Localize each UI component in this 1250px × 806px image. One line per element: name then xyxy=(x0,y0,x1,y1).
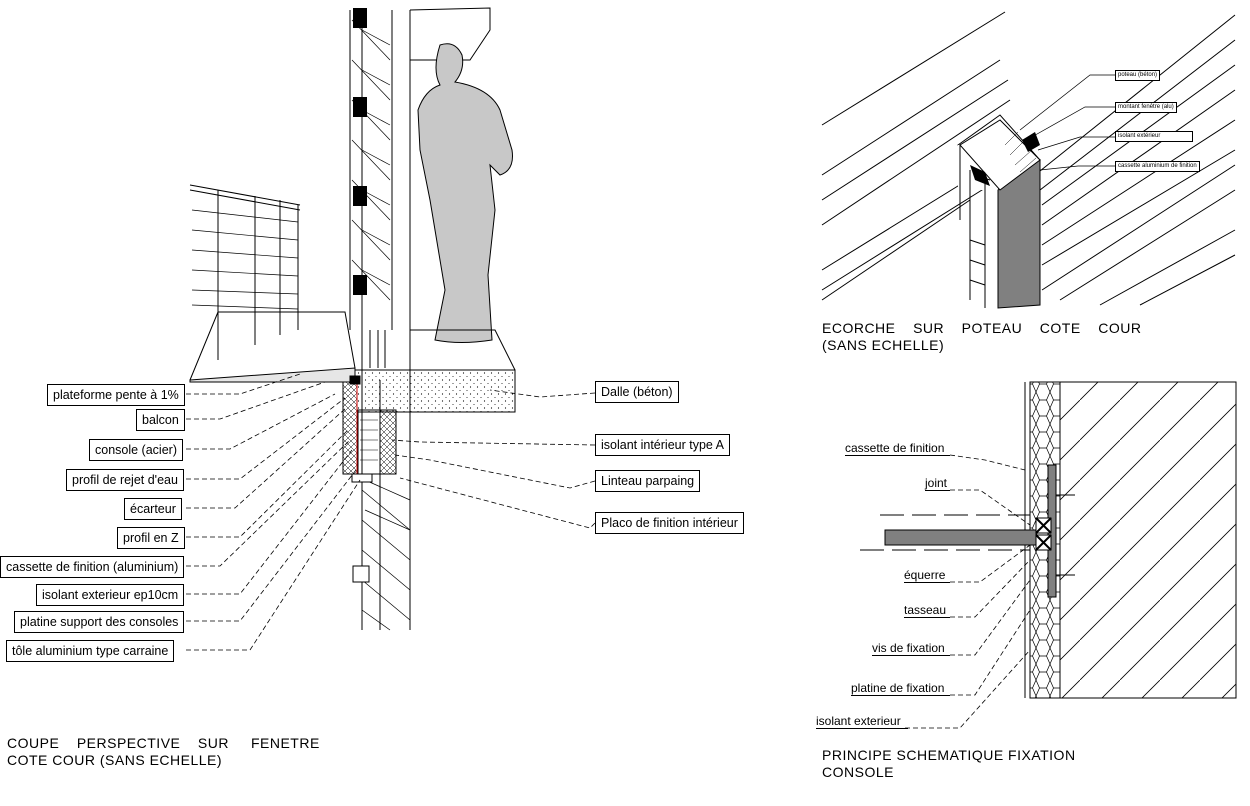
label-balcon: balcon xyxy=(136,409,185,431)
label-joint: joint xyxy=(925,476,950,491)
label-poteau: poteau (béton) xyxy=(1115,70,1160,81)
label-isolant-ext-top: isolant extérieur xyxy=(1115,131,1193,142)
label-isolant-interieur: isolant intérieur type A xyxy=(595,434,730,456)
label-linteau: Linteau parpaing xyxy=(595,470,700,492)
label-profil-z: profil en Z xyxy=(117,527,185,549)
caption-top-right-line1: ECORCHE SUR POTEAU COTE COUR xyxy=(822,320,1142,336)
caption-bottom-right-line1: PRINCIPE SCHEMATIQUE FIXATION xyxy=(822,747,1076,763)
label-tasseau: tasseau xyxy=(904,603,950,618)
label-isolant-exterieur-br: isolant exterieur xyxy=(816,714,908,729)
label-cassette-de-finition: cassette de finition xyxy=(845,441,950,456)
label-dalle: Dalle (béton) xyxy=(595,381,679,403)
label-placo: Placo de finition intérieur xyxy=(595,512,744,534)
label-cassette-finition: cassette de finition (aluminium) xyxy=(0,556,184,578)
caption-top-right-line2: (SANS ECHELLE) xyxy=(822,337,945,353)
caption-left-line1: COUPE PERSPECTIVE SUR FENETRE xyxy=(7,735,320,751)
label-ecarteur: écarteur xyxy=(124,498,182,520)
label-cassette-alu: cassette aluminium de finition xyxy=(1115,161,1200,172)
label-equerre: équerre xyxy=(904,568,950,583)
caption-left-line2: COTE COUR (SANS ECHELLE) xyxy=(7,752,223,768)
label-profil-rejet: profil de rejet d'eau xyxy=(66,469,184,491)
label-console: console (acier) xyxy=(89,439,183,461)
label-platine-support: platine support des consoles xyxy=(14,611,184,633)
label-montant-fenetre: montant fenêtre (alu) xyxy=(1115,102,1177,113)
caption-bottom-right-line2: CONSOLE xyxy=(822,764,894,780)
ecorche-drawing xyxy=(822,12,1235,308)
label-vis-fixation: vis de fixation xyxy=(872,641,950,656)
label-tole-aluminium: tôle aluminium type carraine xyxy=(6,640,174,662)
label-isolant-exterieur: isolant exterieur ep10cm xyxy=(36,584,184,606)
label-plateforme: plateforme pente à 1% xyxy=(47,384,185,406)
label-platine-fixation: platine de fixation xyxy=(851,681,950,696)
